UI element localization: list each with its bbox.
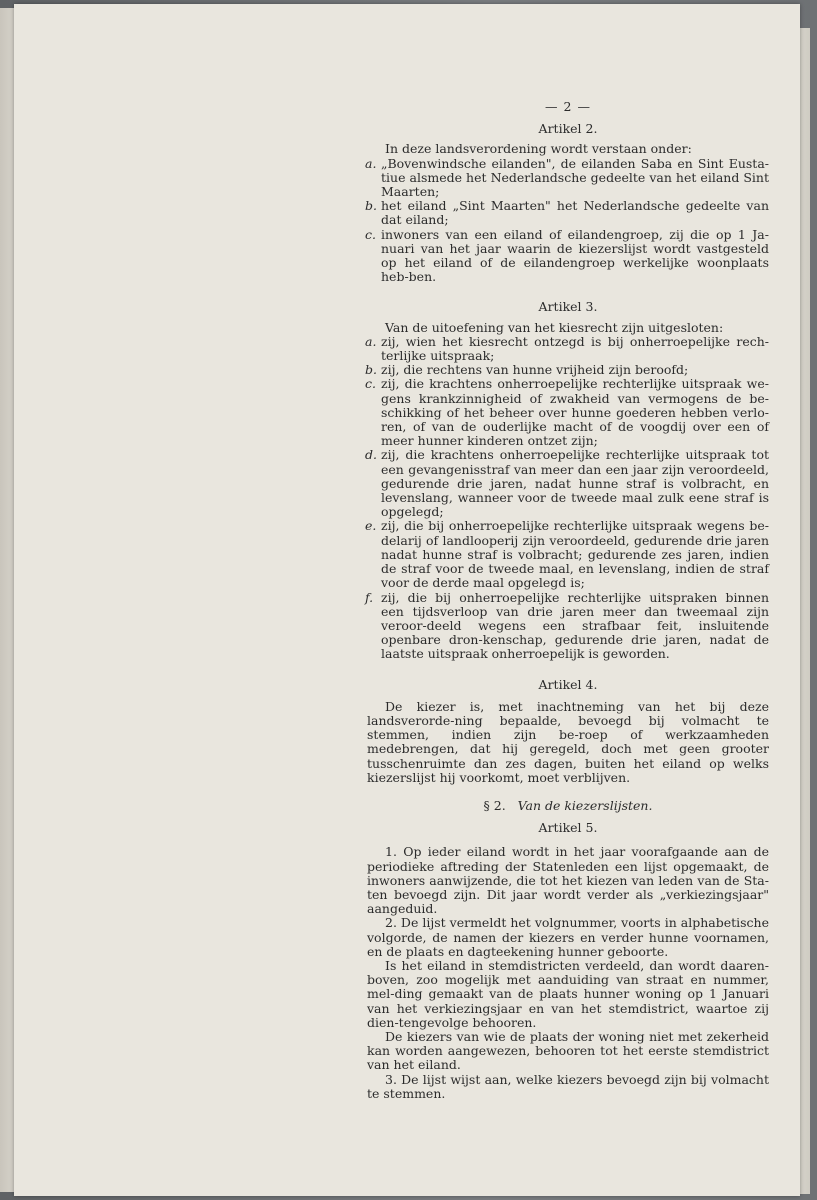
article-3-heading: Artikel 3. (538, 299, 598, 315)
list-item (367, 157, 769, 200)
item-text: zij, die krachtens onherroepelijke rechterlijke uitspraak tot een gevangenisstraf van meer dan een jaar zijn veroordeeld, gedurende drie jaren, nadat hunne straf is volbracht, en levenslang, wanneer voor de tweede maal zulk eene straf is opgelegd; (381, 447, 769, 520)
article-4-heading: Artikel 4. (538, 676, 598, 692)
item-label: f. (365, 589, 374, 605)
item-label: d. (365, 447, 377, 463)
list-item (367, 199, 769, 227)
item-text: zij, wien het kiesrecht ontzegd is bij onherroepelijke rech-terlijke uitspraak; (381, 333, 769, 364)
section-title: Van de kiezerslijsten. (517, 797, 653, 813)
item-text: inwoners van een eiland of eilandengroep, zij die op 1 Ja-nuari van het jaar waarin de kiezerslijst wordt vastgesteld op het eiland of de eilandengroep werkelijke woonplaats heb-ben. (381, 226, 769, 285)
page-text (367, 100, 769, 1101)
article-5-paragraph: 2. De lijst vermeldt het volgnummer, voorts in alphabetische volgorde, de namen der kiezers en verder hunne voornamen, en de plaats en dagteekening hunner geboorte. (367, 915, 769, 959)
item-text: zij, die rechtens van hunne vrijheid zijn beroofd; (381, 362, 689, 378)
list-item (367, 519, 769, 590)
article-5-paragraph: 3. De lijst wijst aan, welke kiezers bevoegd zijn bij volmacht te stemmen. (367, 1071, 769, 1101)
item-label: c. (365, 376, 376, 392)
item-text: zij, die bij onherroepelijke rechterlijke uitspraken binnen een tijdsverloop van drie jaren meer dan tweemaal zijn veroor-deeld wegens een strafbaar feit, insluitende openbare dron-kenschap, gedurende drie jaren, nadat de laatste uitspraak onherroepelijk is geworden. (381, 589, 769, 662)
article-5-paragraph: De kiezers van wie de plaats der woning niet met zekerheid kan worden aangewezen, behooren tot het eerste stemdistrict van het eiland. (367, 1028, 769, 1073)
article-5-heading: Artikel 5. (538, 820, 598, 836)
list-item (367, 228, 769, 285)
item-label: a. (365, 155, 377, 171)
article-3-intro: Van de uitoefening van het kiesrecht zijn uitgesloten: (385, 319, 724, 335)
list-item (367, 591, 769, 662)
article-2-list (367, 157, 769, 285)
article-3-list (367, 335, 769, 662)
article-5-paragraph: 1. Op ieder eiland wordt in het jaar voorafgaande aan de periodieke aftreding der Statenleden een lijst opgemaakt, de inwoners aanwijzende, die tot het kiezen van leden van de Sta-ten bevoegd zijn. Dit jaar wordt verder als „verkiezingsjaar" aangeduid. (367, 844, 769, 917)
section-heading (367, 799, 769, 813)
item-label: b. (365, 198, 377, 214)
item-text: zij, die bij onherroepelijke rechterlijke uitspraak wegens be-delarij of landlooperij zijn veroordeeld, gedurende drie jaren nadat hunne straf is volbracht; gedurende zes jaren, indien de straf voor de tweede maal, en levenslang, indien de straf voor de derde maal opgelegd is; (381, 518, 769, 591)
list-item (367, 448, 769, 519)
item-label: c. (365, 226, 376, 242)
item-label: b. (365, 362, 377, 378)
item-text: zij, die krachtens onherroepelijke rechterlijke uitspraak we-gens krankzinnigheid of zwakheid van vermogens de be-schikking of het beheer over hunne goederen hebben verlo-ren, of van de ouderlijke macht of de voogdij over een of meer hunner kinderen ontzet zijn; (381, 376, 769, 449)
item-text: het eiland „Sint Maarten" het Nederlandsche gedeelte van dat eiland; (381, 198, 769, 228)
item-label: e. (365, 518, 377, 534)
article-2-intro: In deze landsverordening wordt verstaan onder: (385, 141, 692, 157)
list-item (367, 363, 769, 377)
list-item (367, 335, 769, 363)
section-number: § 2. (483, 797, 506, 813)
item-label: a. (365, 333, 377, 349)
article-4-text: De kiezer is, met inachtneming van het bij deze landsverorde-ning bepaalde, bevoegd bij volmacht te stemmen, indien zijn be-roep of werkzaamheden medebrengen, dat hij geregeld, doch met geen grooter tusschenruimte dan zes dagen, buiten het eiland op welks kiezerslijst hij voorkomt, moet verblijven. (367, 698, 769, 785)
article-5-paragraph: Is het eiland in stemdistricten verdeeld, dan wordt daaren-boven, zoo mogelijk met aanduiding van straat en nummer, mel-ding gemaakt van de plaats hunner woning op 1 Januari van het verkiezingsjaar en van het stemdistrict, waartoe zij dien-tengevolge behooren. (367, 957, 769, 1030)
list-item (367, 377, 769, 448)
item-text: „Bovenwindsche eilanden", de eilanden Saba en Sint Eusta-tiue alsmede het Nederlandsche gedeelte van het eiland Sint Maarten; (381, 155, 769, 200)
article-2-heading: Artikel 2. (538, 121, 598, 137)
page-number: — 2 — (545, 99, 591, 114)
